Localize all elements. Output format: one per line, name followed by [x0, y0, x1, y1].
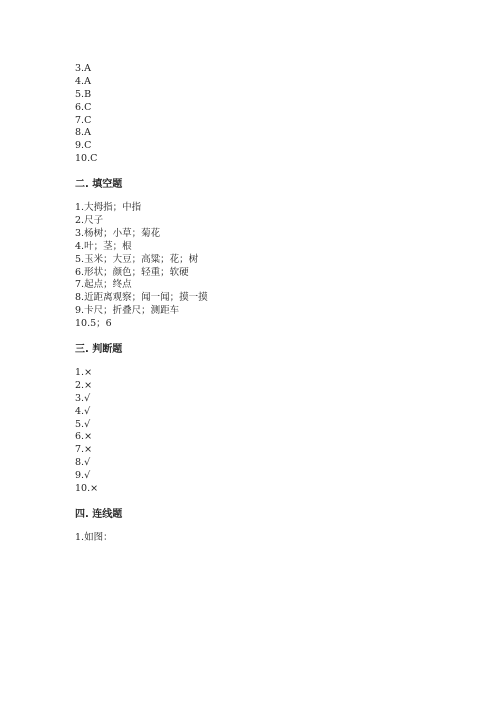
answer-item: 1.大拇指；中指 — [75, 202, 142, 214]
answer-item: 10.C — [75, 153, 98, 165]
answer-item: 4.√ — [75, 405, 91, 417]
answer-item: 1.× — [75, 367, 93, 379]
answer-item: 7.C — [75, 114, 92, 126]
choice-answers-list — [75, 63, 435, 166]
answer-item: 10.× — [75, 483, 99, 495]
matching-answers-list — [75, 532, 435, 545]
answer-item: 5.B — [75, 88, 92, 100]
answer-item: 3.杨树；小草；菊花 — [75, 227, 161, 239]
answer-item: 6.C — [75, 101, 92, 113]
answer-item: 4.A — [75, 75, 91, 87]
answer-item: 2.× — [75, 379, 93, 391]
answer-item: 4.叶；茎；根 — [75, 240, 132, 252]
answer-item: 7.起点；终点 — [75, 279, 132, 291]
answer-item: 7.× — [75, 444, 93, 456]
answer-item: 8.√ — [75, 457, 91, 469]
true-false-answers-list — [75, 367, 435, 496]
answer-item: 9.√ — [75, 470, 91, 482]
answer-item: 8.A — [75, 127, 91, 139]
section-heading-true-false: 三. 判断题 — [75, 344, 123, 356]
section-heading-matching: 四. 连线题 — [75, 508, 123, 520]
section-heading-fill-blank: 二. 填空题 — [75, 179, 123, 191]
answer-item: 5.玉米；大豆；高粱；花；树 — [75, 253, 199, 265]
answer-item: 6.× — [75, 431, 93, 443]
answer-item: 10.5；6 — [75, 318, 112, 330]
answer-item: 9.卡尺；折叠尺；测距车 — [75, 305, 180, 317]
answer-item: 6.形状；颜色；轻重；软硬 — [75, 266, 189, 278]
answer-item: 8.近距离观察；闻一闻；摸一摸 — [75, 292, 208, 304]
answer-document — [75, 63, 435, 545]
answer-item: 3.A — [75, 63, 91, 74]
answer-item: 9.C — [75, 140, 92, 152]
answer-item: 1.如图： — [75, 531, 113, 543]
answer-item: 5.√ — [75, 418, 91, 430]
answer-item: 2.尺子 — [75, 215, 104, 227]
answer-item: 3.√ — [75, 392, 91, 404]
fill-blank-answers-list — [75, 202, 435, 331]
